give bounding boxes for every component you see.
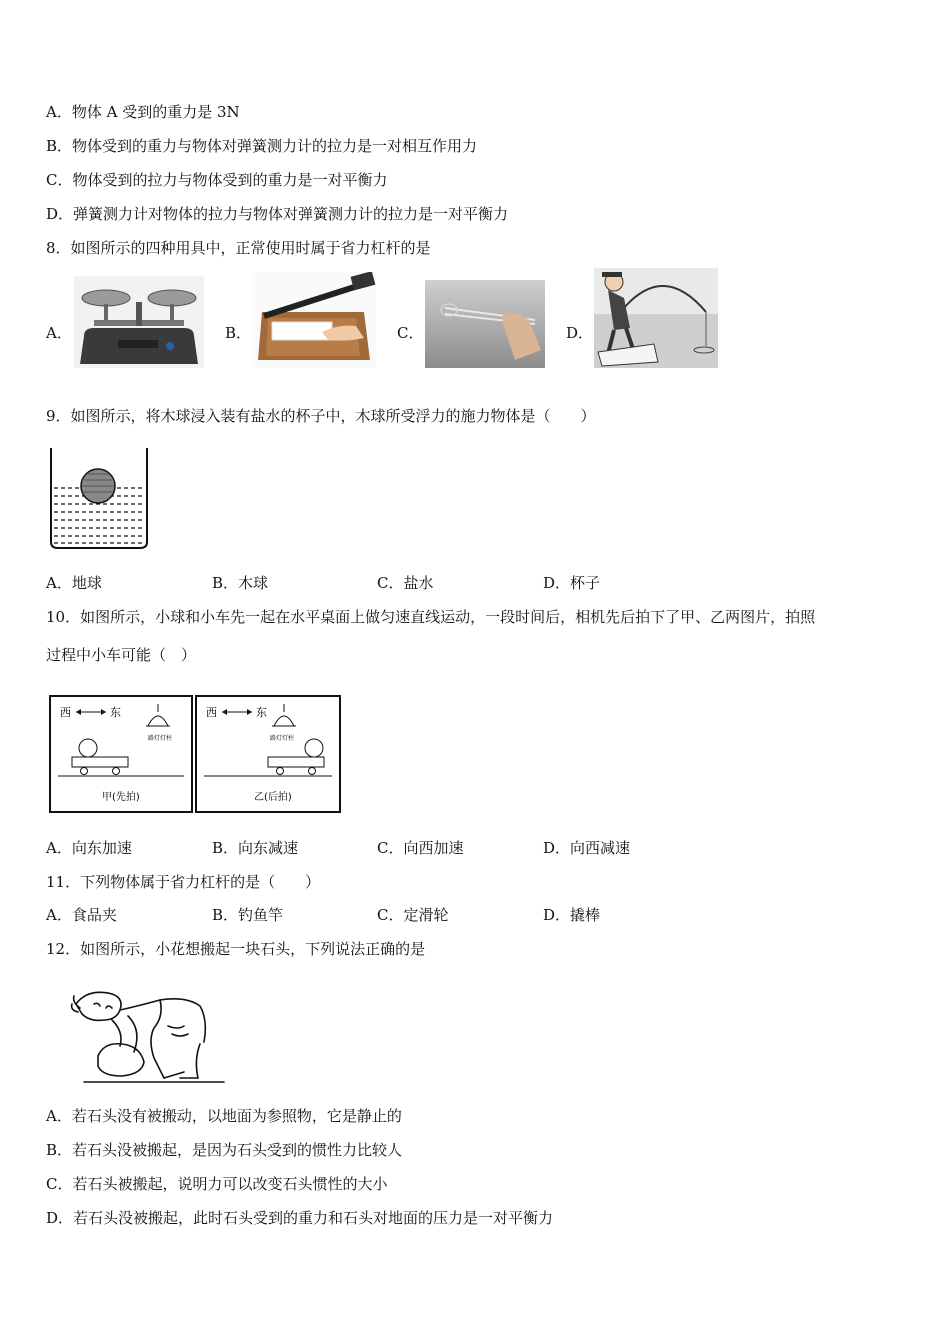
q8-label-b: B． — [225, 324, 252, 342]
girl-lifting-stone-figure — [68, 986, 226, 1086]
q11-option-b: B．钓鱼竿 — [212, 906, 284, 924]
q12-option-a: A．若石头没有被搬动，以地面为参照物，它是静止的 — [46, 1107, 402, 1125]
wood-ball-in-cup-figure — [48, 446, 150, 552]
q11-stem: 11．下列物体属于省力杠杆的是（ ） — [46, 873, 321, 891]
q11-option-a: A．食品夹 — [46, 906, 117, 924]
panel1-east-label: 东 — [110, 706, 121, 719]
q8-label-a: A． — [46, 324, 72, 342]
q9-option-c: C．盐水 — [377, 574, 434, 592]
panel2-lamp-caption: 路灯灯柱 — [270, 735, 295, 742]
paper-cutter-image — [252, 272, 376, 368]
q10-option-d: D．向西减速 — [543, 839, 631, 857]
q12-stem: 12．如图所示，小花想搬起一块石头，下列说法正确的是 — [46, 940, 426, 958]
car-photos-figure — [48, 694, 342, 814]
q7-option-a: A．物体 A 受到的重力是 3N — [46, 103, 240, 121]
balance-scale-image — [74, 276, 204, 368]
q8-stem: 8．如图所示的四种用具中，正常使用时属于省力杠杆的是 — [46, 239, 431, 257]
q7-option-d: D．弹簧测力计对物体的拉力与物体对弹簧测力计的拉力是一对平衡力 — [46, 205, 509, 223]
panel2-west-label: 西 — [206, 706, 217, 719]
panel1-lamp-caption: 路灯灯柱 — [148, 735, 173, 742]
q8-label-d: D． — [566, 324, 594, 342]
q10-stem-line2: 过程中小车可能（ ） — [46, 646, 197, 664]
chopsticks-image — [425, 280, 545, 368]
q7-option-c: C．物体受到的拉力与物体受到的重力是一对平衡力 — [46, 171, 388, 189]
panel1-west-label: 西 — [60, 706, 71, 719]
q8-label-c: C． — [397, 324, 424, 342]
q10-option-b: B．向东减速 — [212, 839, 299, 857]
panel2-east-label: 东 — [256, 706, 267, 719]
q12-option-b: B．若石头没被搬起，是因为石头受到的惯性力比较人 — [46, 1141, 403, 1159]
q9-option-b: B．木球 — [212, 574, 269, 592]
q10-stem-line1: 10．如图所示，小球和小车先一起在水平桌面上做匀速直线运动，一段时间后，相机先后拍下了甲、乙两图片，拍照 — [46, 608, 816, 626]
q12-option-c: C．若石头被搬起，说明力可以改变石头惯性的大小 — [46, 1175, 388, 1193]
panel2-caption: 乙(后拍) — [254, 792, 292, 803]
q9-stem: 9．如图所示，将木球浸入装有盐水的杯子中，木球所受浮力的施力物体是（ ） — [46, 407, 596, 425]
q10-option-a: A．向东加速 — [46, 839, 132, 857]
panel1-caption: 甲(先拍) — [102, 792, 140, 803]
q11-option-d: D．撬棒 — [543, 906, 601, 924]
q10-option-c: C．向西加速 — [377, 839, 464, 857]
q7-option-b: B．物体受到的重力与物体对弹簧测力计的拉力是一对相互作用力 — [46, 137, 478, 155]
q9-option-a: A．地球 — [46, 574, 102, 592]
q11-option-c: C．定滑轮 — [377, 906, 449, 924]
fishing-rod-image — [594, 268, 718, 368]
q9-option-d: D．杯子 — [543, 574, 601, 592]
q12-option-d: D．若石头没被搬起，此时石头受到的重力和石头对地面的压力是一对平衡力 — [46, 1209, 554, 1227]
